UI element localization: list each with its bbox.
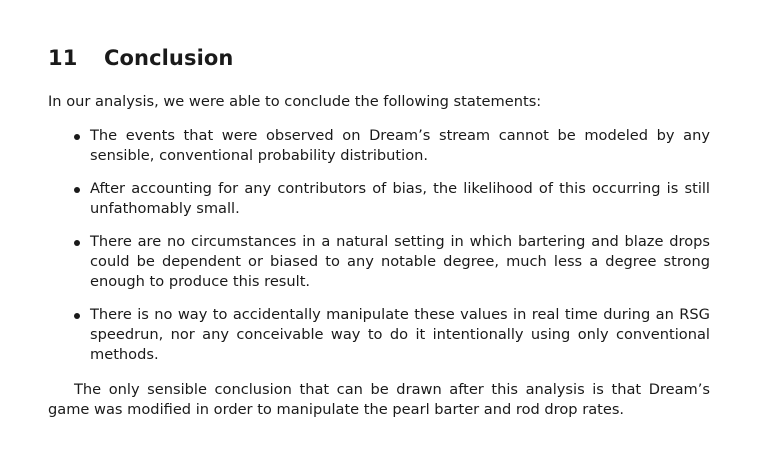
closing-paragraph: The only sensible conclusion that can be drawn after this analysis is that Dream’s game was modified in order to manipulate the pearl barter and rod drop rates. <box>48 381 710 418</box>
section-title: Conclusion <box>104 46 234 70</box>
list-item <box>48 126 710 166</box>
conclusion-list <box>48 126 710 365</box>
bullet-icon <box>74 134 80 140</box>
section-heading <box>48 44 710 72</box>
list-item-text: The events that were observed on Dream’s stream cannot be modeled by any sensible, conventional probability distribution. <box>90 127 710 164</box>
bullet-icon <box>74 187 80 193</box>
list-item-text: There are no circumstances in a natural setting in which bartering and blaze drops could be dependent or biased to any notable degree, much less a degree strong enough to produce this result. <box>90 233 710 290</box>
section-number: 11 <box>48 46 78 70</box>
bullet-icon <box>74 313 80 319</box>
bullet-icon <box>74 240 80 246</box>
list-item <box>48 232 710 292</box>
intro-paragraph: In our analysis, we were able to conclude the following statements: <box>48 93 542 110</box>
document-page <box>48 44 710 420</box>
list-item <box>48 305 710 365</box>
list-item-text: There is no way to accidentally manipulate these values in real time during an RSG speedrun, nor any conceivable way to do it intentionally using only conventional methods. <box>90 306 710 363</box>
list-item-text: After accounting for any contributors of bias, the likelihood of this occurring is still unfathomably small. <box>90 180 710 217</box>
list-item <box>48 179 710 219</box>
